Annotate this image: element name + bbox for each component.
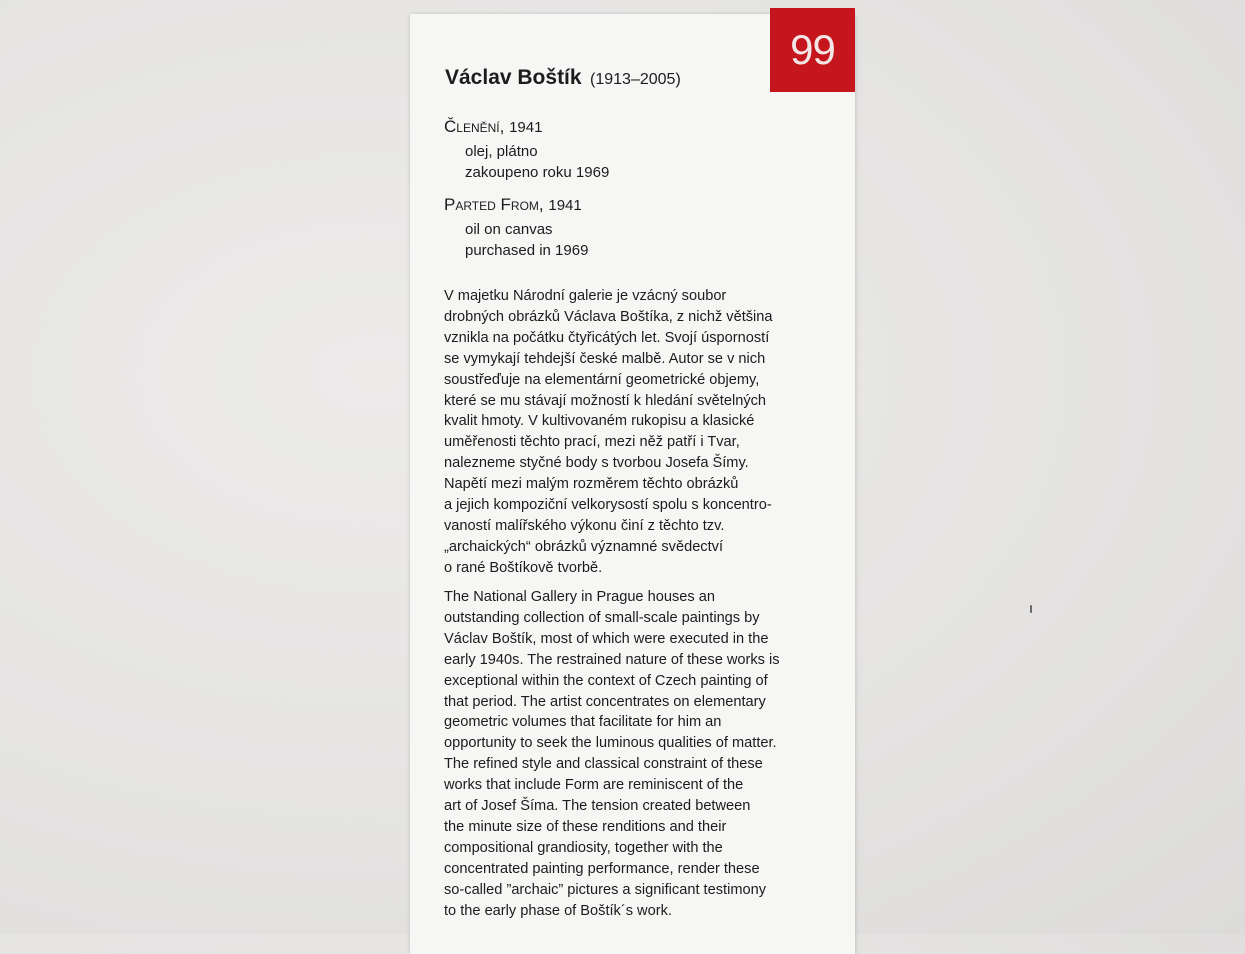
english-title-year: 1941: [548, 197, 582, 214]
czech-text-line: o rané Boštíkově tvorbě.: [444, 559, 603, 576]
number-badge-text: 99: [790, 26, 835, 73]
english-description: [444, 587, 844, 922]
czech-acquisition: zakoupeno roku 1969: [465, 164, 610, 181]
czech-text-line: drobných obrázků Václava Boštíka, z nichž většina: [444, 308, 773, 325]
czech-work-info: [444, 117, 609, 183]
czech-text-line: a jejich kompoziční velkorysostí spolu s koncentro-: [444, 497, 772, 514]
english-text-line: so-called ”archaic” pictures a significant testimony: [444, 881, 767, 898]
english-title-text: Parted From,: [444, 195, 544, 214]
english-text-line: concentrated painting performance, render these: [444, 860, 760, 877]
czech-title-text: Členění,: [444, 117, 505, 136]
czech-text-line: které se mu stávají možností k hledání světelných: [444, 392, 767, 409]
english-text-line: geometric volumes that facilitate for him an: [444, 714, 722, 731]
english-medium: oil on canvas: [465, 221, 553, 238]
czech-text-line: uměřenosti těchto prací, mezi něž patří i Tvar,: [444, 434, 740, 451]
czech-text-line: vaností malířského výkonu činí z těchto tzv.: [444, 517, 725, 534]
czech-text-line: Napětí mezi malým rozměrem těchto obrázků: [444, 476, 739, 493]
english-text-line: The refined style and classical constraint of these: [444, 756, 763, 773]
czech-text-line: vznikla na počátku čtyřicátých let. Svojí úsporností: [444, 329, 770, 346]
english-text-line: early 1940s. The restrained nature of these works is: [444, 651, 780, 668]
czech-medium: olej, plátno: [465, 143, 538, 160]
wall-mark: [1030, 605, 1032, 613]
number-badge: [770, 8, 855, 92]
czech-text-line: nalezneme styčné body s tvorbou Josefa Šímy.: [444, 455, 749, 472]
czech-text-line: soustřeďuje na elementární geometrické objemy,: [444, 371, 760, 388]
english-text-line: compositional grandiosity, together with the: [444, 839, 723, 856]
english-text-line: that period. The artist concentrates on elementary: [444, 693, 766, 710]
english-work-info: [444, 195, 588, 261]
czech-text-line: kvalit hmoty. V kultivovaném rukopisu a klasické: [444, 413, 755, 430]
english-work-title: [444, 195, 588, 215]
czech-text-line: se vymykají tehdejší české malbě. Autor se v nich: [444, 350, 766, 367]
artist-header: [445, 66, 681, 90]
english-text-line: opportunity to seek the luminous qualities of matter.: [444, 735, 777, 752]
czech-text-line: V majetku Národní galerie je vzácný soubor: [444, 288, 727, 304]
artist-dates: (1913–2005): [590, 71, 681, 88]
english-text-line: art of Josef Šíma. The tension created between: [444, 798, 751, 815]
english-text-line: The National Gallery in Prague houses an: [444, 589, 715, 605]
english-text-line: Václav Boštík, most of which were executed in the: [444, 630, 769, 647]
czech-description: [444, 286, 844, 579]
english-text-line: to the early phase of Boštík´s work.: [444, 902, 672, 919]
english-text-line: the minute size of these renditions and their: [444, 818, 727, 835]
czech-title-year: 1941: [509, 119, 543, 136]
artist-name: Václav Boštík: [445, 66, 582, 89]
english-text-line: exceptional within the context of Czech painting of: [444, 672, 768, 689]
english-text-line: outstanding collection of small-scale paintings by: [444, 609, 760, 626]
english-acquisition: purchased in 1969: [465, 242, 589, 259]
czech-text-line: „archaických“ obrázků významné svědectví: [444, 538, 724, 555]
czech-work-title: [444, 117, 609, 137]
english-text-line: works that include Form are reminiscent of the: [444, 777, 744, 794]
